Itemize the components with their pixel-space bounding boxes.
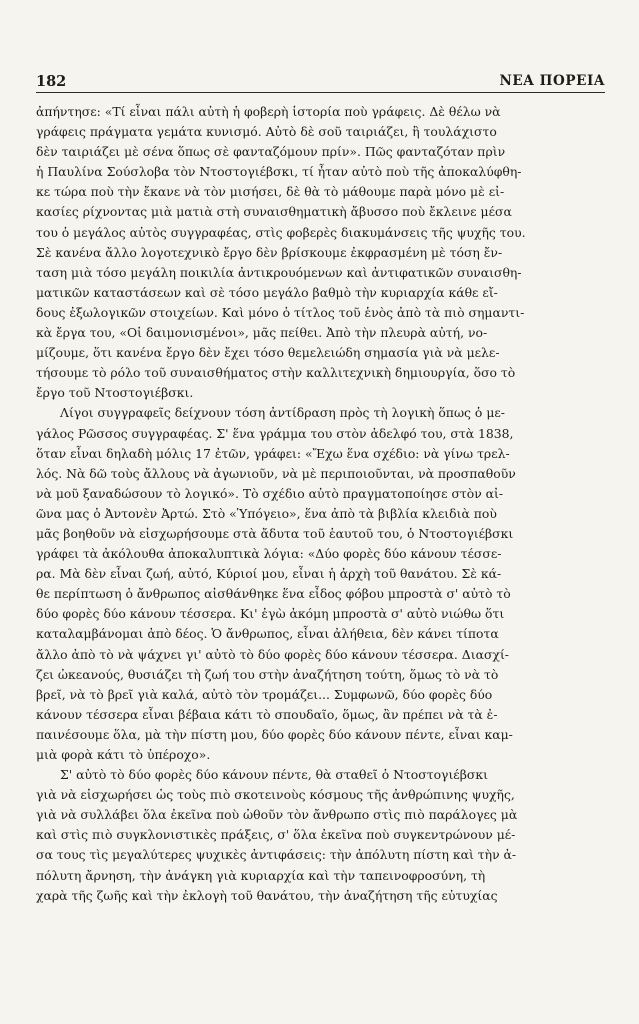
text-line: κάνουν τέσσερα εἶναι βέβαια κάτι τὸ σπουδαῖο, ὅμως, ἂν πρέπει νὰ τὰ ἐ- bbox=[36, 706, 498, 722]
text-line: ἄλλο ἀπὸ τὸ νὰ ψάχνει γι' αὐτὸ τὸ δύο φορὲς δύο κάνουν τέσσερα. Διασχί- bbox=[36, 646, 509, 662]
text-line: γιὰ νὰ συλλάβει ὅλα ἐκεῖνα ποὺ ὠθοῦν τὸν ἄνθρωπο στὶς πιὸ παράλογες μὰ bbox=[36, 807, 518, 823]
page-header bbox=[36, 70, 605, 94]
text-line: γιὰ νὰ εἰσχωρήσει ὡς τοὺς πιὸ σκοτεινοὺς κόσμους τῆς ἀνθρώπινης ψυχῆς, bbox=[36, 787, 515, 803]
text-line: μιὰ φορὰ κάτι τὸ ὑπέροχο». bbox=[36, 747, 211, 762]
text-line: γράφει τὰ ἀκόλουθα ἀποκαλυπτικὰ λόγια: «Δύο φορὲς δύο κάνουν τέσσε- bbox=[36, 546, 502, 562]
text-line: γάλος Ρῶσσος συγγραφέας. Σ' ἕνα γράμμα του στὸν ἀδελφό του, στὰ 1838, bbox=[36, 425, 514, 441]
text-line: καὶ στὶς πιὸ συγκλονιστικὲς πράξεις, σ' ὅλα ἐκεῖνα ποὺ συγκεντρώνουν μέ- bbox=[36, 827, 516, 843]
text-line: μίζουμε, ὅτι κανένα ἔργο δὲν ἔχει τόσο θεμελειώδη σημασία γιὰ νὰ μελε- bbox=[36, 345, 500, 361]
text-line: γράφεις πράγματα γεμάτα κυνισμό. Αὐτὸ δὲ σοῦ ταιριάζει, ἢ τουλάχιστο bbox=[36, 124, 497, 140]
text-line: δὲν ταιριάζει μὲ σένα ὅπως σὲ φανταζόμουν πρίν». Πῶς φανταζόταν πρὶν bbox=[36, 144, 506, 160]
text-line: ζει ὠκεανούς, θυσιάζει τὴ ζωή του στὴν ἀναζήτηση τούτη, ὅμως τὸ νὰ τὸ bbox=[36, 666, 499, 682]
text-line: καταλαμβάνομαι ἀπὸ δέος. Ὁ ἄνθρωπος, εἶναι ἀλήθεια, δὲν κάνει τίποτα bbox=[36, 626, 499, 642]
text-line: παινέσουμε ὅλα, μὰ τὴν πίστη μου, δύο φορὲς δύο κάνουν πέντε, εἶναι καμ- bbox=[36, 726, 513, 742]
text-line: δύο φορὲς δύο κάνουν τέσσερα. Κι' ἐγὼ ἀκόμη μπροστὰ σ' αὐτὸ νιώθω ὅτι bbox=[36, 606, 505, 622]
text-line: βρεῖ, νὰ τὸ βρεῖ γιὰ καλά, αὐτὸ τὸν τρομάζει... Συμφωνῶ, δύο φορὲς δύο bbox=[36, 686, 493, 702]
text-line: μᾶς βοηθοῦν νὰ εἰσχωρήσουμε στὰ ἄδυτα τοῦ ἑαυτοῦ του, ὁ Ντοστογιέβσκι bbox=[36, 525, 514, 541]
text-line: ὅταν εἶναι δηλαδὴ μόλις 17 ἐτῶν, γράφει: «Ἔχω ἕνα σχέδιο: νὰ γίνω τρελ- bbox=[36, 445, 510, 461]
text-line: ρα. Μὰ δὲν εἶναι ζωή, αὐτό, Κύριοί μου, εἶναι ἡ ἀρχὴ τοῦ θανάτου. Σὲ κά- bbox=[36, 566, 502, 582]
text-line: πόλυτη ἄρνηση, τὴν ἀνάγκη γιὰ κυριαρχία καὶ τὴν ταπεινοφροσύνη, τὴ bbox=[36, 867, 486, 883]
text-line: του ὁ μεγάλος αὐτὸς συγγραφέας, στὶς φοβερὲς διακυμάνσεις τῆς ψυχῆς του. bbox=[36, 224, 526, 240]
text-line: ἡ Παυλίνα Σούσλοβα τὸν Ντοστογιέβσκι, τί ἦταν αὐτὸ ποὺ τῆς ἀποκαλύφθη- bbox=[36, 164, 522, 180]
text-line: λός. Νὰ δῶ τοὺς ἄλλους νὰ ἀγωνιοῦν, νὰ μὲ περιποιοῦνται, νὰ προσπαθοῦν bbox=[36, 465, 516, 481]
text-line: δους ἐξωλογικῶν στοιχείων. Καὶ μόνο ὁ τίτλος τοῦ ἑνὸς ἀπὸ τὰ πιὸ σημαντι- bbox=[36, 304, 525, 320]
text-line: ματικῶν καταστάσεων καὶ σὲ τόσο μεγάλο βαθμὸ τὴν κυριαρχία κάθε εἴ- bbox=[36, 284, 498, 300]
page-number: 182 bbox=[36, 73, 67, 90]
text-line: Σὲ κανένα ἄλλο λογοτεχνικὸ ἔργο δὲν βρίσκουμε ἐκφρασμένη μὲ τόση ἔν- bbox=[36, 244, 503, 260]
text-line: νὰ μοῦ ξαναδώσουν τὸ λογικό». Τὸ σχέδιο αὐτὸ πραγματοποίησε στὸν αἰ- bbox=[36, 485, 504, 501]
text-line: ῶνα μας ὁ Ἀντονὲν Ἀρτώ. Στὸ «Ὑπόγειο», ἕνα ἀπὸ τὰ βιβλία κλειδιὰ ποὺ bbox=[36, 505, 497, 521]
text-line: τήσουμε τὸ ρόλο τοῦ συναισθήματος στὴν καλλιτεχνικὴ δημιουργία, ὅσο τὸ bbox=[36, 365, 516, 381]
text-line: κασίες ρίχνοντας μιὰ ματιὰ στὴ συναισθηματικὴ ἄβυσσο ποὺ ἔκλεινε μέσα bbox=[36, 204, 512, 220]
text-line: ἔργο τοῦ Ντοστογιέβσκι. bbox=[36, 385, 194, 401]
body-text bbox=[36, 102, 605, 984]
paragraph-first-line: Λίγοι συγγραφεῖς δείχνουν τόση ἀντίδραση πρὸς τὴ λογικὴ ὅπως ὁ με- bbox=[60, 405, 505, 421]
text-line: σα τους τὶς μεγαλύτερες ψυχικὲς ἀντιφάσεις: τὴν ἀπόλυτη πίστη καὶ τὴν ἀ- bbox=[36, 847, 517, 863]
text-line: ἀπήντησε: «Τί εἶναι πάλι αὐτὴ ἡ φοβερὴ ἱστορία ποὺ γράφεις. Δὲ θέλω νὰ bbox=[36, 104, 501, 119]
text-line: ταση μιὰ τόσο μεγάλη ποικιλία ἀντικρουόμενων καὶ ἀντιφατικῶν συναισθη- bbox=[36, 264, 522, 280]
text-line: κὰ ἔργα του, «Οἱ δαιμονισμένοι», μᾶς πείθει. Ἀπὸ τὴν πλευρὰ αὐτή, νο- bbox=[36, 325, 488, 341]
text-line: χαρὰ τῆς ζωῆς καὶ τὴν ἐκλογὴ τοῦ θανάτου, τὴν ἀναζήτηση τῆς εὐτυχίας bbox=[36, 887, 498, 903]
text-line: θε περίπτωση ὁ ἄνθρωπος αἰσθάνθηκε ἕνα εἶδος φόβου μπροστὰ σ' αὐτὸ τὸ bbox=[36, 586, 511, 602]
running-title: ΝΕΑ ΠΟΡΕΙΑ bbox=[499, 73, 605, 89]
text-line: κε τώρα ποὺ τὴν ἔκανε νὰ τὸν μισήσει, δὲ θὰ τὸ μάθουμε παρὰ μόνο μὲ εἰ- bbox=[36, 184, 505, 200]
paragraph-first-line: Σ' αὐτὸ τὸ δύο φορὲς δύο κάνουν πέντε, θὰ σταθεῖ ὁ Ντοστογιέβσκι bbox=[60, 767, 488, 783]
header-rule bbox=[36, 92, 605, 93]
